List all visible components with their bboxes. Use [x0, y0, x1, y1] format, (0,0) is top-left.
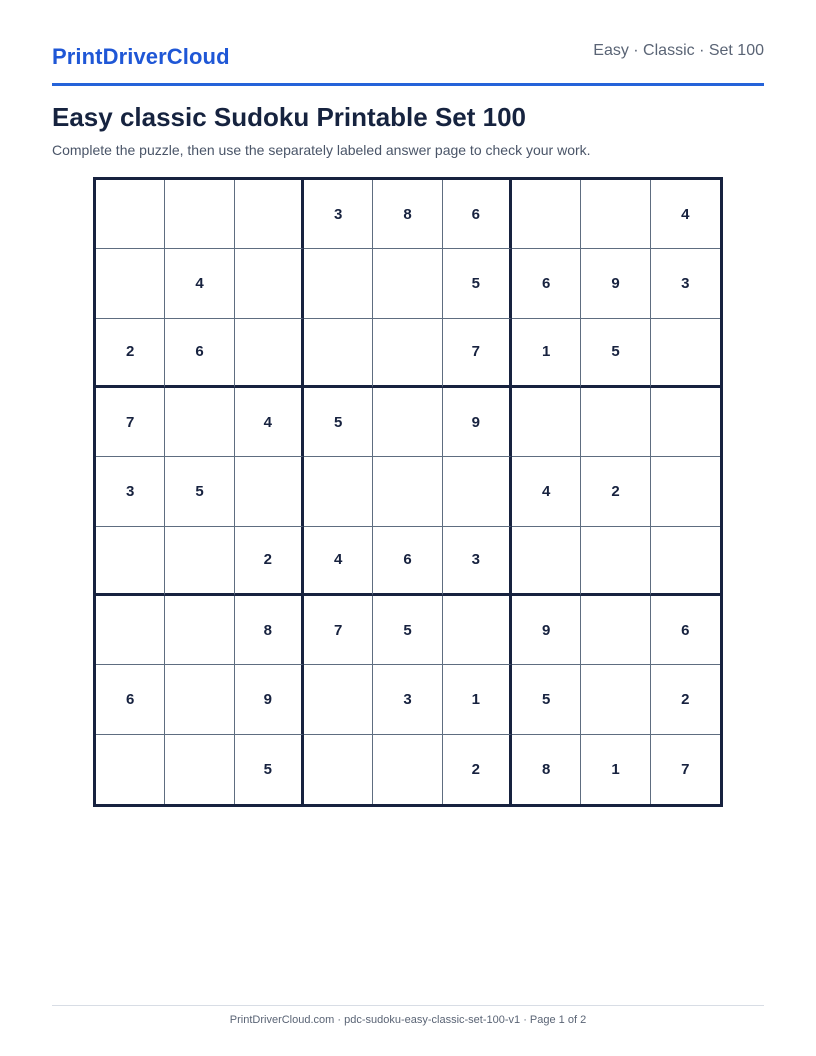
sudoku-cell	[581, 596, 650, 665]
puzzle-meta: Easy · Classic · Set 100	[593, 42, 764, 59]
page-title: Easy classic Sudoku Printable Set 100	[52, 102, 527, 132]
sudoku-cell: 2	[96, 319, 165, 388]
sudoku-cell: 5	[512, 665, 581, 734]
sudoku-cell: 4	[512, 457, 581, 526]
sudoku-cell	[373, 388, 442, 457]
sudoku-cell	[304, 249, 373, 318]
sudoku-cell: 9	[581, 249, 650, 318]
sudoku-cell: 3	[651, 249, 720, 318]
sudoku-cell: 7	[443, 319, 512, 388]
sudoku-cell	[512, 527, 581, 596]
sudoku-cell	[96, 735, 165, 804]
sudoku-cell: 2	[443, 735, 512, 804]
sudoku-cell: 9	[235, 665, 304, 734]
sudoku-cell	[651, 388, 720, 457]
sudoku-cell: 3	[96, 457, 165, 526]
header-divider	[52, 83, 764, 86]
sudoku-cell	[96, 249, 165, 318]
sudoku-cell: 6	[165, 319, 234, 388]
sudoku-cell: 5	[165, 457, 234, 526]
sudoku-cell: 8	[512, 735, 581, 804]
sudoku-cell	[165, 735, 234, 804]
sudoku-cell	[235, 249, 304, 318]
brand-logo: PrintDriverCloud	[52, 44, 230, 69]
sudoku-cell	[96, 527, 165, 596]
sudoku-cell	[651, 319, 720, 388]
sudoku-cell: 4	[651, 180, 720, 249]
sudoku-cell	[373, 457, 442, 526]
sudoku-cell	[581, 527, 650, 596]
sudoku-cell	[304, 319, 373, 388]
sudoku-cell	[651, 457, 720, 526]
sudoku-cell: 5	[443, 249, 512, 318]
page-subtitle: Complete the puzzle, then use the separately labeled answer page to check your work.	[52, 142, 591, 158]
sudoku-cell: 5	[581, 319, 650, 388]
sudoku-cell: 3	[304, 180, 373, 249]
sudoku-cell: 9	[512, 596, 581, 665]
sudoku-cell: 7	[96, 388, 165, 457]
sudoku-cell	[165, 527, 234, 596]
sudoku-cell: 5	[304, 388, 373, 457]
sudoku-cell	[373, 735, 442, 804]
sudoku-cell	[165, 596, 234, 665]
sudoku-cell: 5	[373, 596, 442, 665]
footer-divider	[52, 1005, 764, 1006]
sudoku-cell: 4	[165, 249, 234, 318]
sudoku-cell	[96, 180, 165, 249]
sudoku-cell: 1	[581, 735, 650, 804]
sudoku-cell: 4	[304, 527, 373, 596]
sudoku-cell	[304, 665, 373, 734]
sudoku-cell: 6	[96, 665, 165, 734]
sudoku-cell: 6	[512, 249, 581, 318]
sudoku-cell: 4	[235, 388, 304, 457]
sudoku-cell: 8	[373, 180, 442, 249]
sudoku-cell: 6	[651, 596, 720, 665]
sudoku-cell: 6	[443, 180, 512, 249]
sudoku-cell	[443, 596, 512, 665]
sudoku-cell	[581, 665, 650, 734]
sudoku-cell	[304, 457, 373, 526]
sudoku-cell	[304, 735, 373, 804]
sudoku-cell	[512, 388, 581, 457]
sudoku-cell	[651, 527, 720, 596]
sudoku-cell	[165, 180, 234, 249]
sudoku-cell: 1	[512, 319, 581, 388]
sudoku-cell	[235, 457, 304, 526]
sudoku-cell: 5	[235, 735, 304, 804]
sudoku-grid	[93, 177, 723, 807]
sudoku-cell	[235, 319, 304, 388]
sudoku-cell	[235, 180, 304, 249]
page-footer: PrintDriverCloud.com · pdc-sudoku-easy-classic-set-100-v1 · Page 1 of 2	[229, 1014, 587, 1026]
sudoku-cell: 2	[581, 457, 650, 526]
sudoku-cell: 2	[651, 665, 720, 734]
sudoku-cell: 3	[373, 665, 442, 734]
sudoku-cell	[96, 596, 165, 665]
sudoku-cell	[165, 665, 234, 734]
sudoku-cell: 3	[443, 527, 512, 596]
sudoku-cell: 7	[681, 760, 690, 778]
sudoku-cell	[581, 388, 650, 457]
sudoku-cell: 2	[235, 527, 304, 596]
sudoku-cell	[581, 180, 650, 249]
sudoku-cell: 6	[373, 527, 442, 596]
sudoku-cell	[512, 180, 581, 249]
sudoku-cell	[373, 249, 442, 318]
sudoku-cell: 9	[443, 388, 512, 457]
sudoku-cell	[443, 457, 512, 526]
sudoku-cell: 1	[443, 665, 512, 734]
sudoku-cell	[165, 388, 234, 457]
sudoku-cell	[373, 319, 442, 388]
sudoku-cell: 7	[304, 596, 373, 665]
sudoku-cell: 8	[235, 596, 304, 665]
